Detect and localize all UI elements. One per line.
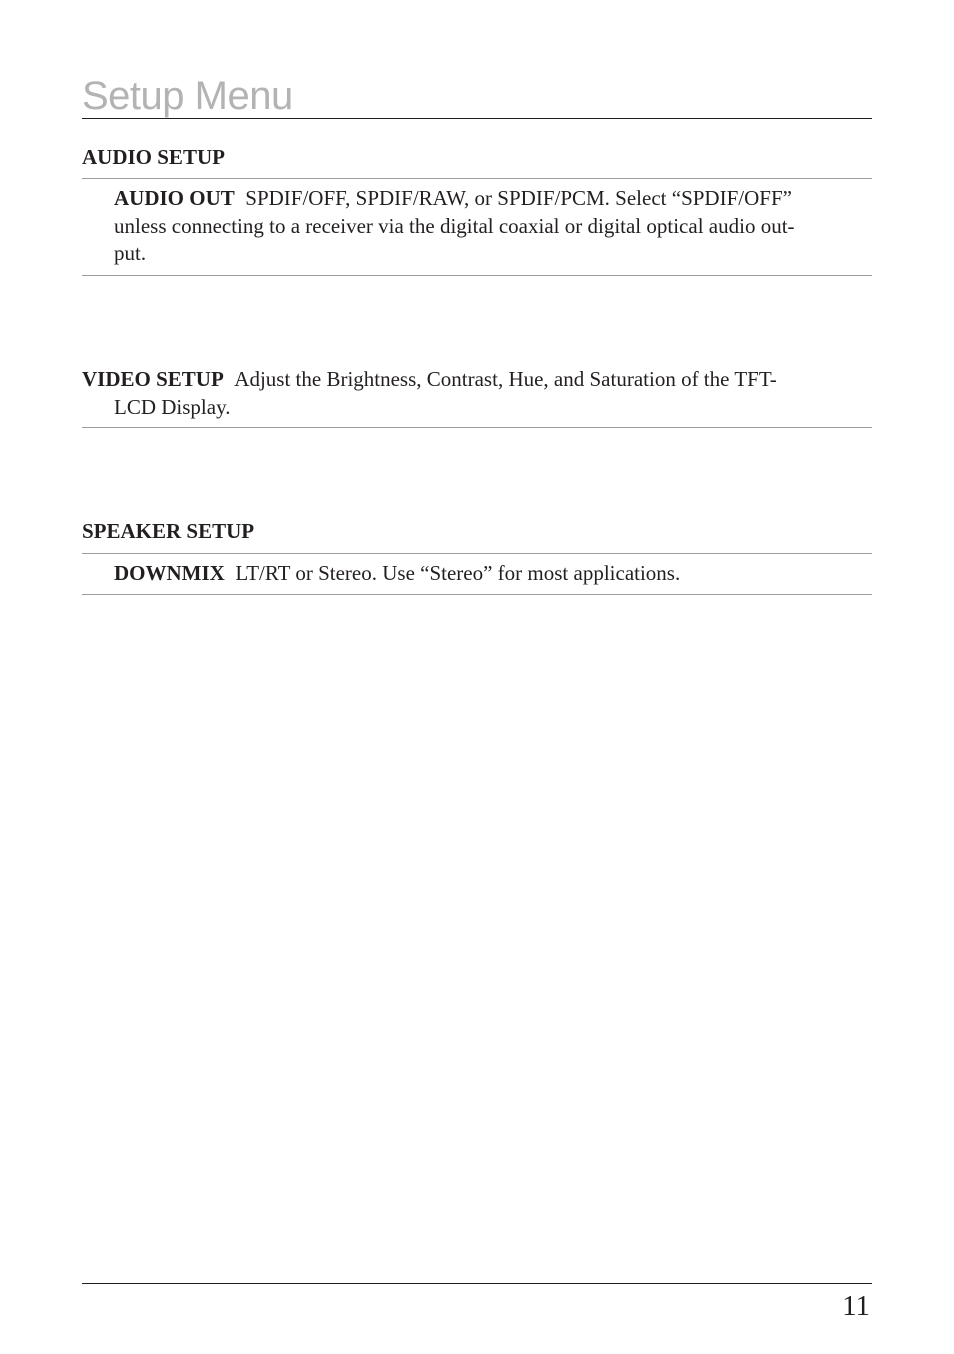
page-title: Setup Menu bbox=[82, 74, 293, 118]
footer-rule bbox=[82, 1283, 872, 1284]
audio-out-text-line-1: SPDIF/OFF, SPDIF/RAW, or SPDIF/PCM. Select “SPDIF/OFF” bbox=[245, 186, 792, 210]
downmix-text: LT/RT or Stereo. Use “Stereo” for most applications. bbox=[235, 561, 681, 585]
divider bbox=[82, 275, 872, 276]
audio-out-term: AUDIO OUT bbox=[114, 186, 235, 210]
page-number: 11 bbox=[842, 1290, 870, 1322]
video-setup-term: VIDEO SETUP bbox=[82, 367, 224, 391]
video-setup-text-line-1: Adjust the Brightness, Contrast, Hue, and Saturation of the TFT- bbox=[234, 367, 777, 391]
speaker-setup-heading: SPEAKER SETUP bbox=[82, 519, 255, 543]
audio-setup-heading: AUDIO SETUP bbox=[82, 145, 225, 169]
divider bbox=[82, 178, 872, 179]
downmix-term: DOWNMIX bbox=[114, 561, 225, 585]
downmix-entry bbox=[114, 560, 862, 588]
video-setup-entry bbox=[82, 366, 862, 421]
title-rule bbox=[82, 118, 872, 119]
audio-out-text-line-3: put. bbox=[114, 241, 147, 265]
audio-out-entry bbox=[114, 185, 862, 268]
video-setup-text-line-2: LCD Display. bbox=[114, 394, 231, 419]
divider bbox=[82, 427, 872, 428]
divider bbox=[82, 594, 872, 595]
divider bbox=[82, 553, 872, 554]
audio-out-text-line-2: unless connecting to a receiver via the digital coaxial or digital optical audio out- bbox=[114, 213, 795, 238]
